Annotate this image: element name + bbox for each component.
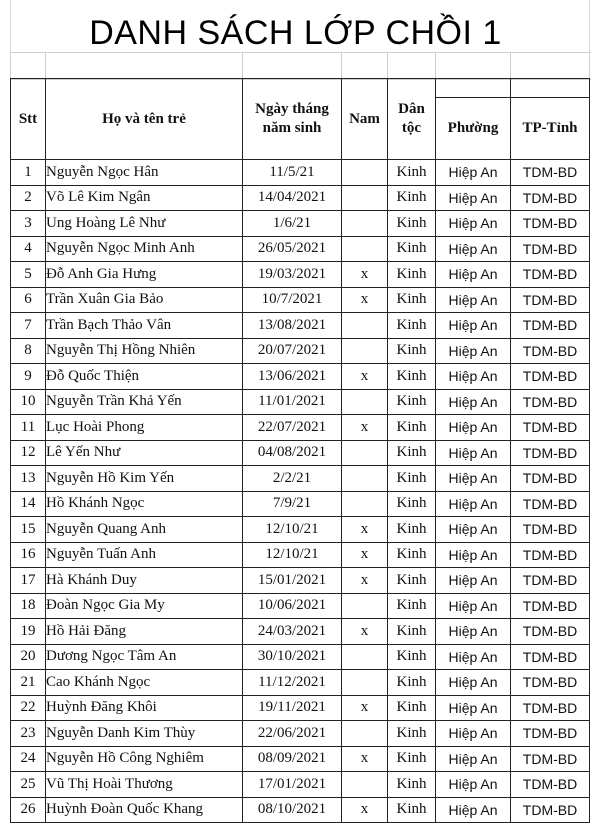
cell-name: Hà Khánh Duy	[46, 568, 243, 594]
table-row	[11, 211, 590, 237]
cell-ethnicity: Kinh	[388, 517, 436, 543]
cell-dob: 10/06/2021	[243, 593, 342, 619]
cell-male	[342, 440, 388, 466]
cell-male	[342, 160, 388, 186]
cell-dob: 26/05/2021	[243, 236, 342, 262]
cell-city: TDM-BD	[511, 491, 590, 517]
cell-city: TDM-BD	[511, 542, 590, 568]
header-name: Họ và tên trẻ	[46, 79, 243, 160]
cell-ethnicity: Kinh	[388, 593, 436, 619]
cell-dob: 10/7/2021	[243, 287, 342, 313]
cell-male: x	[342, 415, 388, 441]
cell-ethnicity: Kinh	[388, 287, 436, 313]
cell-stt: 3	[11, 211, 46, 237]
cell-ethnicity: Kinh	[388, 542, 436, 568]
cell-stt: 24	[11, 746, 46, 772]
cell-male	[342, 721, 388, 747]
cell-name: Nguyễn Trần Khả Yến	[46, 389, 243, 415]
spreadsheet-blank-row	[10, 52, 591, 80]
cell-ward: Hiệp An	[436, 160, 511, 186]
header-male: Nam	[342, 79, 388, 160]
cell-male: x	[342, 542, 388, 568]
cell-dob: 30/10/2021	[243, 644, 342, 670]
cell-dob: 19/03/2021	[243, 262, 342, 288]
header-dob: Ngày tháng năm sinh	[243, 79, 342, 160]
cell-city: TDM-BD	[511, 389, 590, 415]
cell-ward: Hiệp An	[436, 313, 511, 339]
cell-male	[342, 593, 388, 619]
table-row	[11, 644, 590, 670]
cell-stt: 11	[11, 415, 46, 441]
cell-ethnicity: Kinh	[388, 797, 436, 823]
cell-ethnicity: Kinh	[388, 160, 436, 186]
cell-ward: Hiệp An	[436, 236, 511, 262]
cell-name: Nguyễn Danh Kim Thùy	[46, 721, 243, 747]
cell-ethnicity: Kinh	[388, 440, 436, 466]
cell-name: Ung Hoàng Lê Như	[46, 211, 243, 237]
cell-stt: 15	[11, 517, 46, 543]
cell-stt: 8	[11, 338, 46, 364]
cell-ethnicity: Kinh	[388, 772, 436, 798]
table-row	[11, 236, 590, 262]
cell-stt: 12	[11, 440, 46, 466]
cell-name: Trần Xuân Gia Bảo	[46, 287, 243, 313]
cell-dob: 08/09/2021	[243, 746, 342, 772]
table-row	[11, 364, 590, 390]
cell-ward: Hiệp An	[436, 593, 511, 619]
cell-male	[342, 491, 388, 517]
cell-dob: 24/03/2021	[243, 619, 342, 645]
cell-name: Nguyễn Thị Hồng Nhiên	[46, 338, 243, 364]
cell-ward: Hiệp An	[436, 491, 511, 517]
cell-dob: 12/10/21	[243, 542, 342, 568]
header-blank-city	[511, 79, 590, 98]
cell-name: Hồ Hải Đăng	[46, 619, 243, 645]
cell-city: TDM-BD	[511, 644, 590, 670]
cell-ethnicity: Kinh	[388, 568, 436, 594]
cell-city: TDM-BD	[511, 721, 590, 747]
cell-stt: 23	[11, 721, 46, 747]
cell-city: TDM-BD	[511, 364, 590, 390]
cell-ward: Hiệp An	[436, 389, 511, 415]
cell-dob: 11/5/21	[243, 160, 342, 186]
cell-ethnicity: Kinh	[388, 721, 436, 747]
cell-male	[342, 236, 388, 262]
cell-stt: 20	[11, 644, 46, 670]
cell-city: TDM-BD	[511, 568, 590, 594]
cell-ethnicity: Kinh	[388, 619, 436, 645]
cell-ethnicity: Kinh	[388, 695, 436, 721]
cell-name: Nguyễn Hồ Công Nghiêm	[46, 746, 243, 772]
cell-dob: 12/10/21	[243, 517, 342, 543]
cell-ward: Hiệp An	[436, 695, 511, 721]
cell-ward: Hiệp An	[436, 772, 511, 798]
cell-stt: 4	[11, 236, 46, 262]
cell-male: x	[342, 364, 388, 390]
cell-male	[342, 185, 388, 211]
cell-ward: Hiệp An	[436, 644, 511, 670]
table-row	[11, 517, 590, 543]
cell-male: x	[342, 287, 388, 313]
cell-male	[342, 772, 388, 798]
table-row	[11, 415, 590, 441]
cell-dob: 04/08/2021	[243, 440, 342, 466]
grid-line	[589, 0, 590, 52]
cell-male	[342, 313, 388, 339]
cell-male	[342, 211, 388, 237]
cell-name: Nguyễn Hồ Kim Yến	[46, 466, 243, 492]
cell-dob: 7/9/21	[243, 491, 342, 517]
table-row	[11, 389, 590, 415]
cell-ethnicity: Kinh	[388, 746, 436, 772]
cell-stt: 10	[11, 389, 46, 415]
cell-ward: Hiệp An	[436, 364, 511, 390]
cell-city: TDM-BD	[511, 772, 590, 798]
table-row	[11, 695, 590, 721]
cell-ward: Hiệp An	[436, 670, 511, 696]
cell-stt: 9	[11, 364, 46, 390]
header-ward: Phường	[436, 98, 511, 160]
cell-name: Đoàn Ngọc Gia My	[46, 593, 243, 619]
cell-name: Nguyễn Quang Anh	[46, 517, 243, 543]
cell-city: TDM-BD	[511, 160, 590, 186]
cell-name: Cao Khánh Ngọc	[46, 670, 243, 696]
cell-name: Đỗ Quốc Thiện	[46, 364, 243, 390]
table-row	[11, 440, 590, 466]
cell-ethnicity: Kinh	[388, 670, 436, 696]
table-row	[11, 185, 590, 211]
cell-male: x	[342, 797, 388, 823]
cell-stt: 14	[11, 491, 46, 517]
cell-city: TDM-BD	[511, 695, 590, 721]
cell-ethnicity: Kinh	[388, 415, 436, 441]
cell-dob: 22/06/2021	[243, 721, 342, 747]
table-row	[11, 262, 590, 288]
cell-stt: 22	[11, 695, 46, 721]
cell-city: TDM-BD	[511, 670, 590, 696]
cell-ward: Hiệp An	[436, 440, 511, 466]
cell-city: TDM-BD	[511, 797, 590, 823]
cell-dob: 11/12/2021	[243, 670, 342, 696]
table-row	[11, 772, 590, 798]
cell-male: x	[342, 517, 388, 543]
cell-stt: 19	[11, 619, 46, 645]
cell-ward: Hiệp An	[436, 568, 511, 594]
cell-ward: Hiệp An	[436, 746, 511, 772]
header-stt: Stt	[11, 79, 46, 160]
cell-stt: 5	[11, 262, 46, 288]
cell-city: TDM-BD	[511, 262, 590, 288]
cell-dob: 19/11/2021	[243, 695, 342, 721]
table-row	[11, 338, 590, 364]
cell-name: Dương Ngọc Tâm An	[46, 644, 243, 670]
cell-dob: 22/07/2021	[243, 415, 342, 441]
cell-dob: 08/10/2021	[243, 797, 342, 823]
header-blank-ward	[436, 79, 511, 98]
class-roster-table	[10, 78, 590, 823]
cell-name: Nguyễn Tuấn Anh	[46, 542, 243, 568]
cell-name: Lục Hoài Phong	[46, 415, 243, 441]
cell-name: Võ Lê Kim Ngân	[46, 185, 243, 211]
cell-ward: Hiệp An	[436, 415, 511, 441]
table-row	[11, 619, 590, 645]
cell-city: TDM-BD	[511, 619, 590, 645]
cell-name: Lê Yến Như	[46, 440, 243, 466]
table-row	[11, 160, 590, 186]
table-row	[11, 466, 590, 492]
header-ethnicity: Dân tộc	[388, 79, 436, 160]
cell-male: x	[342, 746, 388, 772]
cell-male	[342, 466, 388, 492]
cell-dob: 17/01/2021	[243, 772, 342, 798]
cell-male: x	[342, 695, 388, 721]
cell-ethnicity: Kinh	[388, 211, 436, 237]
cell-dob: 13/06/2021	[243, 364, 342, 390]
cell-dob: 1/6/21	[243, 211, 342, 237]
cell-ethnicity: Kinh	[388, 262, 436, 288]
cell-dob: 14/04/2021	[243, 185, 342, 211]
cell-city: TDM-BD	[511, 211, 590, 237]
cell-ethnicity: Kinh	[388, 644, 436, 670]
cell-city: TDM-BD	[511, 466, 590, 492]
cell-stt: 2	[11, 185, 46, 211]
cell-stt: 21	[11, 670, 46, 696]
cell-ward: Hiệp An	[436, 797, 511, 823]
cell-name: Đỗ Anh Gia Hưng	[46, 262, 243, 288]
cell-male: x	[342, 568, 388, 594]
cell-ethnicity: Kinh	[388, 338, 436, 364]
table-row	[11, 542, 590, 568]
cell-city: TDM-BD	[511, 185, 590, 211]
cell-city: TDM-BD	[511, 415, 590, 441]
cell-city: TDM-BD	[511, 440, 590, 466]
table-row	[11, 491, 590, 517]
cell-name: Nguyễn Ngọc Hân	[46, 160, 243, 186]
cell-dob: 11/01/2021	[243, 389, 342, 415]
cell-ethnicity: Kinh	[388, 185, 436, 211]
cell-ethnicity: Kinh	[388, 466, 436, 492]
table-row	[11, 313, 590, 339]
cell-male: x	[342, 262, 388, 288]
cell-stt: 6	[11, 287, 46, 313]
cell-ward: Hiệp An	[436, 619, 511, 645]
cell-stt: 17	[11, 568, 46, 594]
cell-city: TDM-BD	[511, 338, 590, 364]
cell-name: Trần Bạch Thảo Vân	[46, 313, 243, 339]
cell-male	[342, 389, 388, 415]
table-row	[11, 287, 590, 313]
table-row	[11, 568, 590, 594]
cell-ward: Hiệp An	[436, 338, 511, 364]
cell-ward: Hiệp An	[436, 517, 511, 543]
cell-dob: 20/07/2021	[243, 338, 342, 364]
cell-ward: Hiệp An	[436, 262, 511, 288]
table-row	[11, 593, 590, 619]
cell-ethnicity: Kinh	[388, 236, 436, 262]
cell-ward: Hiệp An	[436, 466, 511, 492]
cell-stt: 16	[11, 542, 46, 568]
cell-city: TDM-BD	[511, 236, 590, 262]
cell-dob: 2/2/21	[243, 466, 342, 492]
cell-name: Nguyễn Ngọc Minh Anh	[46, 236, 243, 262]
cell-dob: 15/01/2021	[243, 568, 342, 594]
grid-line	[10, 0, 11, 52]
cell-name: Huỳnh Đoàn Quốc Khang	[46, 797, 243, 823]
cell-stt: 26	[11, 797, 46, 823]
cell-ward: Hiệp An	[436, 721, 511, 747]
cell-city: TDM-BD	[511, 746, 590, 772]
cell-male	[342, 338, 388, 364]
cell-male: x	[342, 619, 388, 645]
cell-city: TDM-BD	[511, 517, 590, 543]
cell-name: Huỳnh Đăng Khôi	[46, 695, 243, 721]
cell-dob: 13/08/2021	[243, 313, 342, 339]
cell-stt: 1	[11, 160, 46, 186]
page-title: DANH SÁCH LỚP CHỒI 1	[89, 14, 502, 52]
cell-name: Vũ Thị Hoài Thương	[46, 772, 243, 798]
table-row	[11, 721, 590, 747]
cell-name: Hồ Khánh Ngọc	[46, 491, 243, 517]
cell-stt: 13	[11, 466, 46, 492]
cell-ethnicity: Kinh	[388, 364, 436, 390]
cell-stt: 7	[11, 313, 46, 339]
header-city: TP-Tỉnh	[511, 98, 590, 160]
cell-ethnicity: Kinh	[388, 389, 436, 415]
cell-city: TDM-BD	[511, 287, 590, 313]
cell-city: TDM-BD	[511, 313, 590, 339]
cell-male	[342, 644, 388, 670]
table-row	[11, 746, 590, 772]
cell-ward: Hiệp An	[436, 542, 511, 568]
table-row	[11, 670, 590, 696]
cell-stt: 25	[11, 772, 46, 798]
cell-ethnicity: Kinh	[388, 491, 436, 517]
cell-ethnicity: Kinh	[388, 313, 436, 339]
cell-male	[342, 670, 388, 696]
cell-ward: Hiệp An	[436, 185, 511, 211]
cell-ward: Hiệp An	[436, 287, 511, 313]
cell-city: TDM-BD	[511, 593, 590, 619]
cell-stt: 18	[11, 593, 46, 619]
cell-ward: Hiệp An	[436, 211, 511, 237]
